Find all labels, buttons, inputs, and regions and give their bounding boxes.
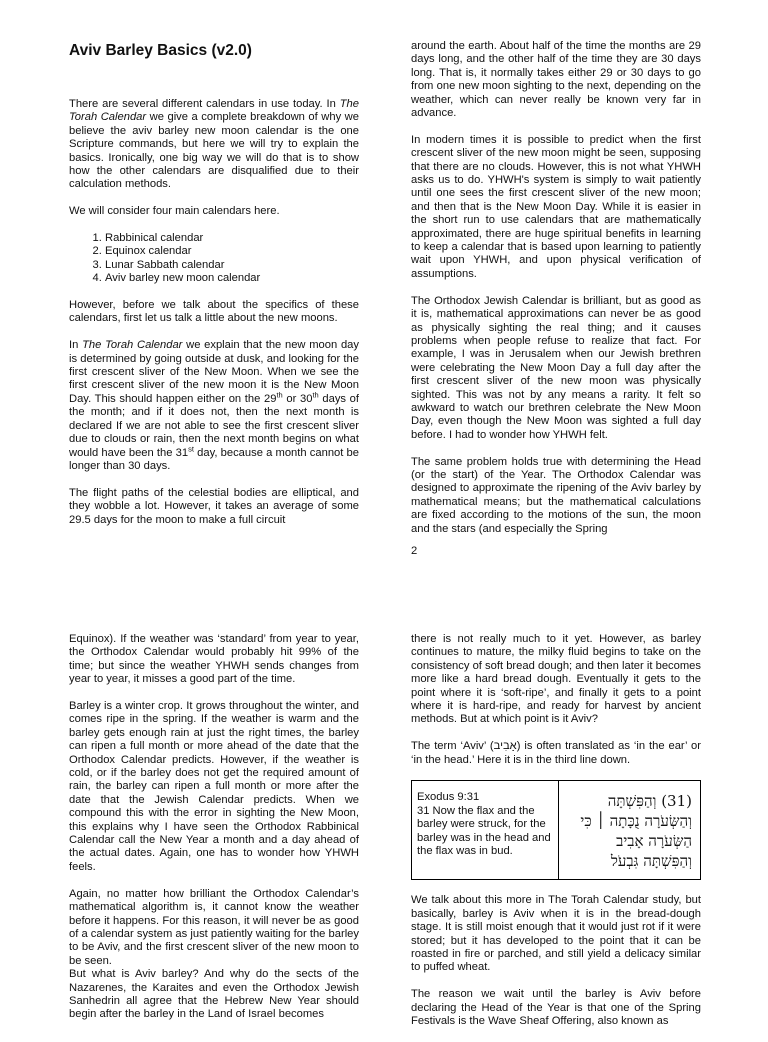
paragraph: there is not really much to it yet. However, as barley continues to mature, the milky fluid begins to take on the consistency of soft bread dough; and then later it becomes more like a hard bread dough. Eventually it gets to the point where it is ‘soft-ripe’, and finally it gets to a point where it is hard-ripe, and ready for harvest by ancient methods. But at which point is it Aviv? [411,633,701,726]
paragraph: In modern times it is possible to predict when the first crescent sliver of the new moon might be seen, supposing that there are no clouds. However, this is not what YHWH asks us to do. YHWH's system is simply to wait patiently until one sees the first crescent sliver of the new moon; and then that is the New Moon Day. While it is easier in the short run to use calendars that are mathematically approximated, there are huge spiritual benefits in learning to keep a calendar that is based upon learning to patiently wait upon YHWH, and upon physical verification of assumptions. [411,133,701,280]
paragraph: However, before we talk about the specifics of these calendars, first let us talk a little about the new moons. [69,299,359,325]
hebrew-line: (31) וְהַפִּשְׁתָּה [607,792,692,811]
paragraph: The Orthodox Jewish Calendar is brilliant, but as good as it is, mathematical approximations can never be as good as physically sighting the real thing; and it causes problems when people refuse to realize that fact. For example, I was in Jerusalem when our Jewish brethren were celebrating the New Moon Day a full day after the first crescent sliver of the new moon was physically sighted. This was not by any means a rarity. It felt so awkward to watch our brethren celebrate the New Moon Day, even though the New Moon was sighted a full day before. I had to wonder how YHWH felt. [411,294,701,441]
paragraph: We talk about this more in The Torah Calendar study, but basically, barley is Aviv when it is in the bread-dough stage. It is still moist enough that it would just rot if it were stored; but it has developed to the point that it can be roasted in fire or parched, and still yield a delicacy similar to puffed wheat. [411,894,701,974]
book-title: The Torah Calendar [82,339,183,352]
hebrew-line: וְהַפִּשְׁתָּה גִּבְעֹל [610,852,692,871]
verse-hebrew-cell [559,781,700,879]
paragraph: Barley is a winter crop. It grows throughout the winter, and comes ripe in the spring. If the weather is warm and the barley gets enough rain at just the right times, the barley can ripen a full month or more ahead of the date that the Orthodox Calendar predicts. However, if the weather is cold, or if the barley does not get the required amount of rain, the barley can ripen a full month or more after the date that the Jewish Calendar predicts. When we compound this with the error in sighting the New Moon, this explains why I have seen the Orthodox Rabbinical Calendar call the New Year a month and a day ahead of the actual dates. Again, one has to wonder how YHWH feels. [69,700,359,873]
paragraph: Again, no matter how brilliant the Orthodox Calendar’s mathematical algorithm is, it cannot know the weather before it happens. For this reason, it will never be as good of a calendar system as just patiently waiting for the barley to be Aviv, and the first crescent sliver of the new moon to be seen. [69,887,359,967]
document-title: Aviv Barley Basics (v2.0) [69,42,252,59]
verse-text: 31 Now the flax and the barley were struck, for the barley was in the head and the flax was in bud. [417,804,551,858]
hebrew-line: וְהַשְּׂעֹרָה נֻכָּתָה ׀ כִּי [580,812,692,831]
verse-english-cell [412,781,559,879]
book-title: The Torah Calendar [69,98,359,124]
paragraph: The reason we wait until the barley is Aviv before declaring the Head of the Year is that one of the Spring Festivals is the Wave Sheaf Offering, also known as [411,988,701,1028]
list-item: 2. Equinox calendar [105,245,359,258]
paragraph: In The Torah Calendar we explain that the new moon day is determined by going outside at dusk, and looking for the first crescent sliver of the New Moon. When we see the first crescent sliver of the new moon it is the New Moon Day. This should happen either on the 29th or 30th days of the month; and if it does not, then the next month is declared If we are not able to see the first crescent sliver due to clouds or rain, then the next month begins on what would have been the 31st day, because a month cannot be longer than 30 days. [69,339,360,472]
page2-right-column [411,633,701,1042]
paragraph: Equinox). If the weather was ‘standard’ from year to year, the Orthodox Calendar would probably hit 99% of the time; but since the weather YHWH sends changes from year to year, it misses a good part of the time. [69,633,359,686]
page2-left-column [69,633,359,1035]
page1-left-column [69,40,359,540]
paragraph: around the earth. About half of the time the months are 29 days long, and the other half of the time they are 30 days long. That is, it normally takes either 29 or 30 days to go from one new moon sighting to the next, depending on the weather, which can never really be known very far in advance. [411,40,701,120]
intro-paragraph: There are several different calendars in use today. In The Torah Calendar we give a complete breakdown of why we believe the aviv barley new moon calendar is the one Scripture commands, but here we will try to explain the basics. Ironically, one big way we will do that is to show how the other calendars are disqualified due to their calculation methods. [69,98,359,191]
paragraph: But what is Aviv barley? And why do the sects of the Nazarenes, the Karaites and even the Orthodox Jewish Sanhedrin all agree that the Hebrew New Year should begin after the barley in the Land of Israel becomes [69,968,359,1021]
calendar-list [69,232,359,286]
list-item: 4. Aviv barley new moon calendar [105,272,359,285]
paragraph: The term ‘Aviv’ (אָבִיב) is often translated as ‘in the ear’ or ‘in the head.’ Here it is in the third line down. [411,740,701,766]
verse-table [411,780,701,880]
page-number: 2 [411,545,418,557]
list-item: 1. Rabbinical calendar [105,232,359,245]
paragraph: The flight paths of the celestial bodies are elliptical, and they wobble a lot. However, it takes an average of some 29.5 days for the moon to make a full circuit [69,486,359,526]
hebrew-line: הַשְּׂעֹרָה אָבִיב [616,832,692,851]
list-item: 3. Lunar Sabbath calendar [105,259,359,272]
paragraph: We will consider four main calendars here. [69,205,280,218]
verse-reference: Exodus 9:31 [417,791,480,804]
paragraph: The same problem holds true with determining the Head (or the start) of the Year. The Orthodox Calendar was designed to approximate the ripening of the Aviv barley by mathematical means; but the mathematical calculations are fixed according to the motions of the sun, the moon and the stars (and especially the Spring [411,455,701,535]
page1-right-column [411,40,701,549]
